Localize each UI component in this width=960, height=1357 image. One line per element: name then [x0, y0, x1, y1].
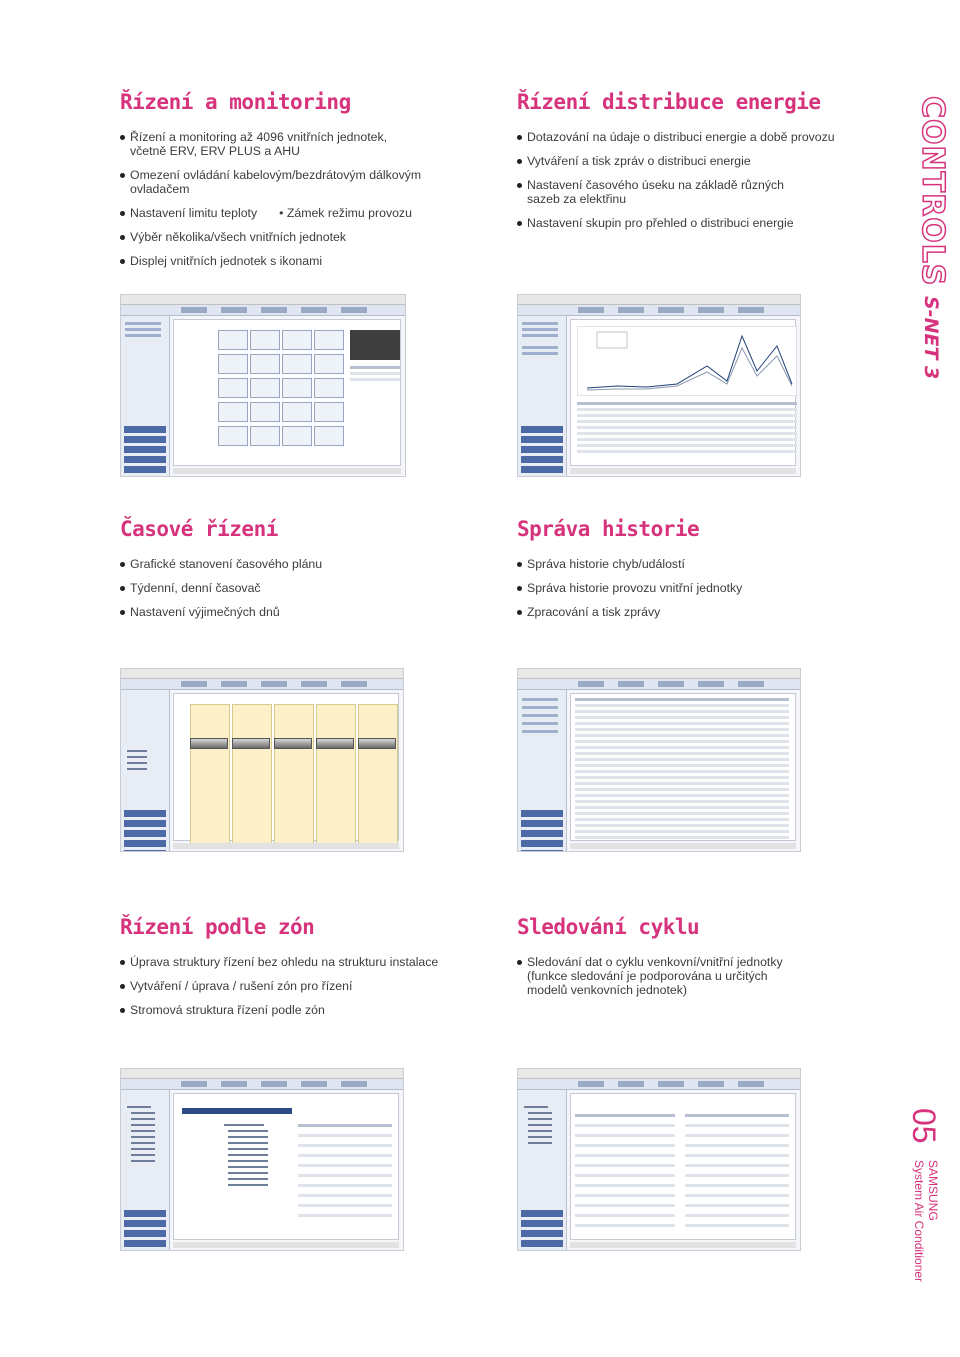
list-item: Grafické stanovení časového plánu	[120, 557, 450, 571]
section-title: Řízení a monitoring	[120, 90, 351, 114]
section-history	[517, 517, 847, 629]
product-label: S-NET 3	[920, 296, 942, 380]
list-item: Omezení ovládání kabelovým/bezdrátovým dálkovým ovladačem	[120, 168, 450, 196]
list-item: Nastavení výjimečných dnů	[120, 605, 450, 619]
controls-label: CONTROLS	[915, 96, 950, 287]
screenshot-monitoring	[120, 294, 406, 477]
list-item: Sledování dat o cyklu venkovní/vnitřní jednotky (funkce sledování je podporována u určitých modelů venkovních jednotek)	[517, 955, 857, 997]
section-title: Časové řízení	[120, 517, 278, 541]
list-item: Správa historie provozu vnitřní jednotky	[517, 581, 847, 595]
side-tab	[908, 96, 958, 386]
brand-footer	[912, 1160, 940, 1282]
section-title: Řízení podle zón	[120, 915, 315, 939]
section-zones	[120, 915, 480, 1027]
list-item: Řízení a monitoring až 4096 vnitřních jednotek, včetně ERV, ERV PLUS a AHU	[120, 130, 450, 158]
section-title: Správa historie	[517, 517, 700, 541]
screenshot-history	[517, 668, 801, 852]
screenshot-cycle	[517, 1068, 801, 1251]
section-energy	[517, 90, 877, 240]
bullet-list	[517, 955, 857, 997]
section-cycle	[517, 915, 857, 1007]
list-item: Dotazování na údaje o distribuci energie a době provozu	[517, 130, 877, 144]
section-title: Sledování cyklu	[517, 915, 700, 939]
list-item: Nastavení skupin pro přehled o distribuci energie	[517, 216, 877, 230]
screenshot-schedule	[120, 668, 404, 852]
list-item: Úprava struktury řízení bez ohledu na strukturu instalace	[120, 955, 480, 969]
bullet-list	[120, 130, 450, 268]
list-item: Týdenní, denní časovač	[120, 581, 450, 595]
bullet-list	[517, 130, 877, 230]
list-item: Displej vnitřních jednotek s ikonami	[120, 254, 450, 268]
list-item: Nastavení časového úseku na základě různých sazeb za elektřinu	[517, 178, 877, 206]
brand-name: SAMSUNG	[926, 1160, 940, 1221]
bullet-list	[517, 557, 847, 619]
screenshot-energy	[517, 294, 801, 477]
bullet-list	[120, 955, 480, 1017]
brand-subtitle: System Air Conditioner	[912, 1160, 926, 1283]
section-title: Řízení distribuce energie	[517, 90, 821, 114]
list-item: Výběr několika/všech vnitřních jednotek	[120, 230, 450, 244]
list-item: Stromová struktura řízení podle zón	[120, 1003, 480, 1017]
list-item: Zpracování a tisk zprávy	[517, 605, 847, 619]
section-schedule	[120, 517, 450, 629]
list-item: Vytváření / úprava / rušení zón pro řízení	[120, 979, 480, 993]
bullet-list	[120, 557, 450, 619]
section-monitoring	[120, 90, 450, 278]
list-item: Správa historie chyb/událostí	[517, 557, 847, 571]
page-number: 05	[906, 1108, 942, 1144]
list-item: Nastavení limitu teploty • Zámek režimu provozu	[120, 206, 450, 220]
list-item: Vytváření a tisk zpráv o distribuci energie	[517, 154, 877, 168]
screenshot-zones	[120, 1068, 404, 1251]
